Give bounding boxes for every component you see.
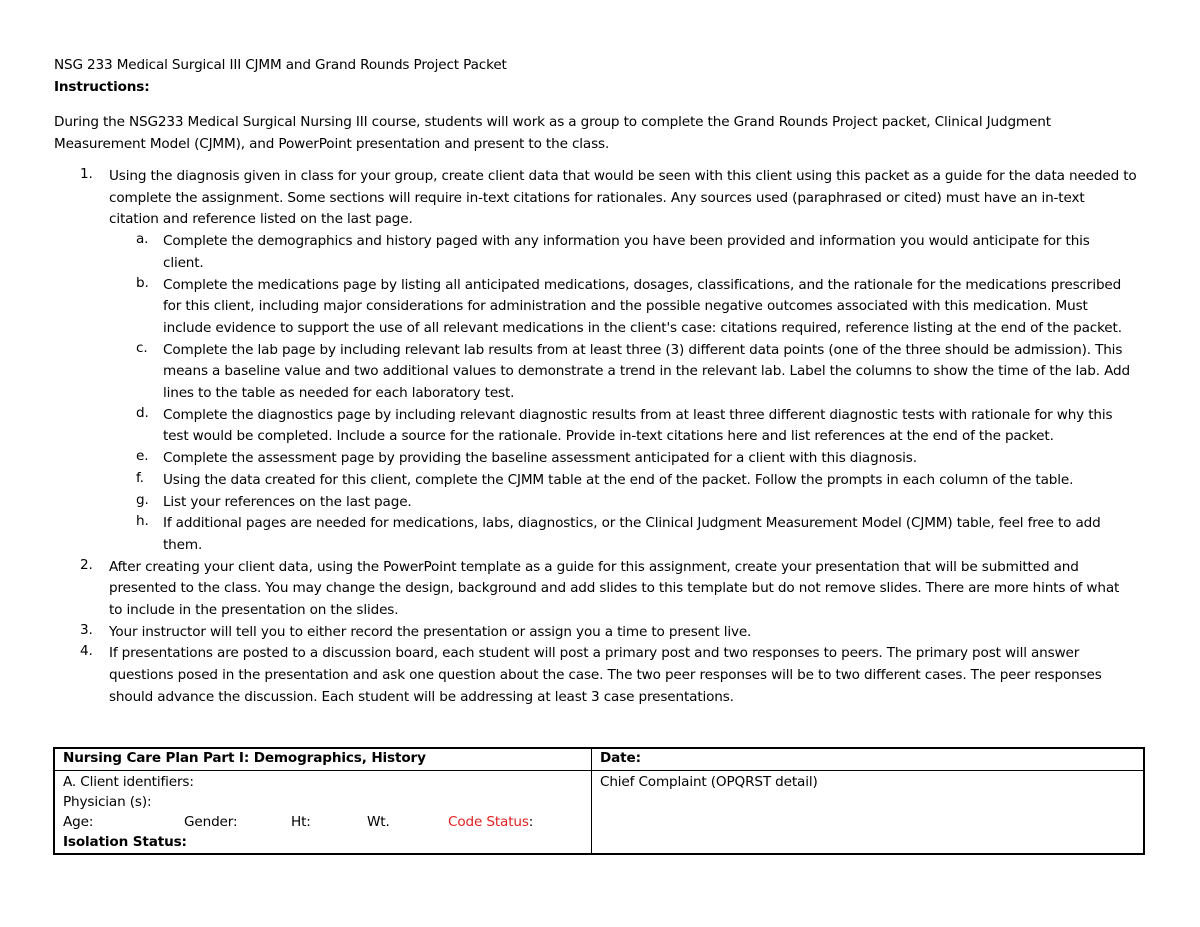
weight-label: Wt.	[367, 813, 390, 830]
sub-item-g	[54, 492, 1174, 514]
sub-item-e	[54, 448, 1174, 470]
list-item-line: Your instructor will tell you to either record the presentation or assign you a time to present live.	[109, 623, 752, 640]
list-item	[54, 643, 1174, 708]
sub-item-line: test would be completed. Include a source for the rationale. Provide in-text citations here and list references at the end of the packet.	[163, 428, 1054, 445]
instruction-list	[54, 166, 1174, 709]
sub-item-a	[54, 231, 1174, 274]
list-item-line: complete the assignment. Some sections will require in-text citations for rationales. Any sources used (paraphrased or cited) must have an in-text	[109, 189, 1085, 206]
gender-label: Gender:	[184, 813, 238, 830]
sub-item-line: Complete the medications page by listing all anticipated medications, dosages, classifications, and the rationale for the medications prescribed	[163, 276, 1122, 293]
list-item-line: to include in the presentation on the slides.	[109, 602, 399, 619]
sub-item-line: Complete the diagnostics page by including relevant diagnostic results from at least three different diagnostic tests with rationale for why this	[163, 406, 1113, 423]
sub-item-letter: e.	[136, 448, 149, 465]
list-item-line: Using the diagnosis given in class for your group, create client data that would be seen with this client using this packet as a guide for the data needed to	[109, 168, 1137, 184]
list-item-line: should advance the discussion. Each student will be addressing at least 3 case presentations.	[109, 688, 734, 705]
list-item-number: 4.	[80, 643, 93, 660]
intro-line: Measurement Model (CJMM), and PowerPoint presentation and present to the class.	[54, 136, 610, 152]
chief-complaint-label: Chief Complaint (OPQRST detail)	[600, 773, 818, 790]
sub-item-line: them.	[163, 536, 203, 553]
sub-item-b	[54, 275, 1174, 340]
document-title: NSG 233 Medical Surgical III CJMM and Grand Rounds Project Packet	[54, 57, 507, 73]
sub-item-letter: b.	[136, 274, 149, 291]
sub-item-line: include evidence to support the use of all relevant medications in the client's case: citations required, reference listing at the end of the packet.	[163, 319, 1122, 336]
height-label: Ht:	[291, 813, 311, 830]
isolation-status-label: Isolation Status:	[63, 833, 187, 850]
list-item-line: questions posed in the presentation and ask one question about the case. The two peer responses will be to two different cases. The peer responses	[109, 667, 1102, 684]
sub-item-c	[54, 340, 1174, 405]
sub-item-line: Using the data created for this client, complete the CJMM table at the end of the packet. Follow the prompts in each column of the table.	[163, 471, 1074, 488]
sub-item-line: List your references on the last page.	[163, 493, 412, 510]
list-item-number: 3.	[80, 621, 93, 638]
list-item	[54, 166, 1174, 557]
client-identifiers-label: A. Client identifiers:	[63, 773, 194, 790]
list-item-line: citation and reference listed on the last page.	[109, 211, 413, 228]
sub-item-letter: a.	[136, 231, 149, 248]
sub-item-line: for this client, including major considerations for administration and the possible negative outcomes associated with this medication. Must	[163, 298, 1088, 315]
sub-item-line: Complete the assessment page by providing the baseline assessment anticipated for a client with this diagnosis.	[163, 450, 917, 467]
sub-item-line: Complete the demographics and history paged with any information you have been provided and information you would anticipate for this	[163, 233, 1090, 250]
client-identifiers-cell	[54, 770, 592, 854]
sub-item-d	[54, 405, 1174, 448]
date-label: Date:	[592, 748, 1145, 770]
intro-paragraph	[54, 111, 1154, 155]
care-plan-header-row	[54, 748, 1144, 770]
intro-line: During the NSG233 Medical Surgical Nursing III course, students will work as a group to complete the Grand Rounds Project packet, Clinical Judgment	[54, 114, 1051, 130]
list-item	[54, 557, 1174, 622]
code-status-colon: :	[528, 813, 534, 830]
instructions-heading: Instructions:	[54, 79, 150, 95]
list-item-line: presented to the class. You may change the design, background and add slides to this template but do not remove slides. There are more hints of what	[109, 580, 1120, 597]
list-item-line: If presentations are posted to a discussion board, each student will post a primary post and two responses to peers. The primary post will answer	[109, 645, 1080, 662]
sub-item-letter: c.	[136, 339, 148, 356]
sub-item-h	[54, 513, 1174, 556]
sub-item-letter: f.	[136, 469, 144, 486]
sub-item-f	[54, 470, 1174, 492]
list-item-number: 1.	[80, 166, 93, 182]
list-item	[54, 622, 1174, 644]
list-item-number: 2.	[80, 556, 93, 573]
sub-item-line: Complete the lab page by including relevant lab results from at least three (3) different data points (one of the three should be admission). This	[163, 341, 1123, 358]
sub-item-line: client.	[163, 254, 204, 271]
care-plan-table	[53, 747, 1145, 855]
sub-item-line: means a baseline value and two additional values to demonstrate a trend in the relevant lab. Label the columns to show the time of the lab. Add	[163, 363, 1130, 380]
care-plan-title: Nursing Care Plan Part I: Demographics, History	[54, 748, 592, 770]
vitals-fields-row	[63, 812, 583, 832]
code-status-text: Code Status	[448, 813, 529, 830]
list-item-line: After creating your client data, using the PowerPoint template as a guide for this assignment, create your presentation that will be submitted and	[109, 558, 1079, 575]
sub-item-line: lines to the table as needed for each laboratory test.	[163, 385, 515, 402]
physician-label: Physician (s):	[63, 793, 152, 810]
care-plan-body-row	[54, 770, 1144, 854]
code-status-label	[448, 812, 533, 832]
sub-item-letter: d.	[136, 404, 149, 421]
sub-item-line: If additional pages are needed for medications, labs, diagnostics, or the Clinical Judgment Measurement Model (CJMM) table, feel free to add	[163, 515, 1101, 532]
chief-complaint-cell	[592, 770, 1145, 854]
age-label: Age:	[63, 813, 94, 830]
sub-item-letter: h.	[136, 513, 149, 530]
sub-item-letter: g.	[136, 491, 149, 508]
